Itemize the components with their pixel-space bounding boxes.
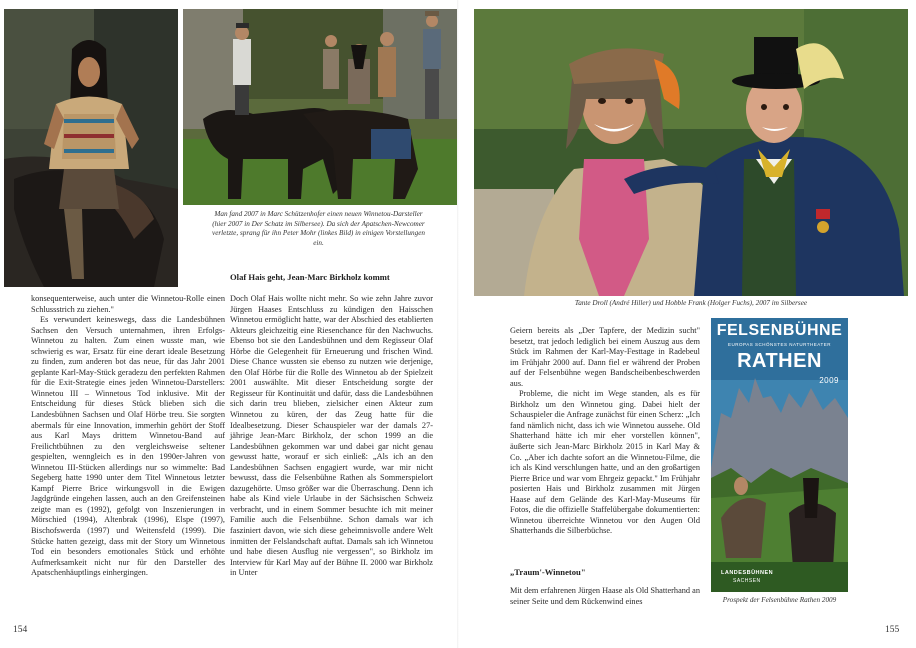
caption-right-photo: Tante Droll (André Hiller) und Hobble Frank (Holger Fuchs), 2007 im Silbersee [574, 299, 808, 307]
right-column-1 [510, 326, 700, 537]
right-col1-paragraph-2: Probleme, die nicht im Wege standen, als es für Birkholz um den Winnetou ging. Dabei hielt der Schauspieler die Anfrage zunächst für einen Scherz: „Ich fand nämlich nicht, dass ich wie Winnetou aussehe. Old Shatterhand hätte ich mir eher vorstellen können", äußerte sich Jean-Marc Birkholz 2015 in Karl May & Co. „Aber ich dachte sofort an die Winnetou-Filme, die ich als Kind verschlungen hatte, und an den großartigen Pierre Brice und war vom Ehrgeiz gepackt." Im Frühjahr posierten Hais und Birkholz zusammen mit Jürgen Haase auf dem Gelände des Karl-May-Museums für Fotos, die die offizielle Staffelübergabe dokumentierten: Winnetou überreichte Winnetou vor den Augen Old Shatterhands die Silberbüchse. [510, 389, 700, 536]
poster-logo-line1: LANDESBÜHNEN [721, 570, 774, 576]
right-column-1-end [510, 586, 700, 607]
left-col2-paragraph-1: Doch Olaf Hais wollte nicht mehr. So wie zehn Jahre zuvor Jürgen Haases Entschluss zu kündigen den Haisschen Winnetou ermöglicht hatte, war der Abschied des etablierten Akteurs gleichzeitig eine Riesenchance für den Nachwuchs. Ebenso bot sie den Landesbühnen und dem Regisseur Olaf Hörbe die Gelegenheit für Erneuerung und frischen Wind. Diese Chance wussten sie ebenso zu nutzen wie derjenige, den Olaf Hörbe für die Rolle des Winnetou ab der Spielzeit 2001 auswählte. Mit dieser Entscheidung sorgte der Regisseur für Kontinuität und dafür, dass die Landesbühnen sich darin treu blieben, zielsicher einen Akteur zum Winnetou zu küren, der das Zeug hatte für die Idealbesetzung. Dieser Schauspieler war der damals 27-jährige Jean-Marc Birkholz, der schon 1999 an die Landesbühnen gekommen war und dabei gar nicht genau gewusst hatte, worauf er sich einließ: „Als ich an den Landesbühnen Sachsen engagiert wurde, war mir nicht bewusst, dass die Felsenbühne Rathen als Sommerspielort dazugehörte. Umso größer war die Überraschung. Denn ich habe als Kind viele Urlaube in der Sächsischen Schweiz verbracht, und in einem Sommer besuchte ich mit meiner Familie auch die Felsenbühne. Schon damals war ich fasziniert davon, wie sich diese geheimnisvolle andere Welt inmitten der Felslandschaft auftat. Damals sah ich Winnetou und habe diesen Ausflug nie vergessen", so Birkholz im Interview für Karl May auf der Bühne II. 2000 war Birkholz in Unter [230, 294, 433, 578]
heading-traum-winnetou: „Traum'-Winnetou" [510, 567, 586, 577]
poster-title-line1: FELSENBÜHNE [716, 322, 843, 339]
poster-felsenbuehne-rathen [711, 318, 848, 592]
right-col1-paragraph-1: Geiern bereits als „Der Tapfere, der Medizin sucht" besetzt, trat jedoch lediglich bei einem Auszug aus dem Stück im Rahmen der Karl-May-Festtage in Radebeul im Frühjahr 2000 auf. Dann fiel er während der Proben auf der Felsenbühne wegen Bandscheibenbeschwerden aus. [510, 326, 700, 388]
heading-olaf-hais: Olaf Hais geht, Jean-Marc Birkholz kommt [230, 272, 390, 282]
caption-poster: Prospekt der Felsenbühne Rathen 2009 [722, 596, 837, 604]
poster-year: 2009 [819, 376, 839, 385]
photo-winnetou-on-horse [4, 9, 178, 287]
photo-droll-and-frank [474, 9, 908, 296]
left-col1-paragraph-1: konsequenterweise, auch unter die Winnetou-Rolle einen Schlussstrich zu ziehen." [31, 294, 225, 314]
right-col1-ending: Mit dem erfahrenen Jürgen Haase als Old Shatterhand an seiner Seite und dem Rückenwind eines [510, 586, 700, 606]
poster-subtitle: EUROPAS SCHÖNSTES NATURTHEATER [728, 342, 831, 347]
left-column-1 [31, 294, 225, 579]
page-number-left: 154 [13, 625, 28, 635]
poster-title-line2: RATHEN [737, 350, 822, 372]
left-column-2 [230, 294, 433, 579]
photo-scene-group [183, 9, 457, 205]
caption-top-middle: Man fand 2007 in Marc Schützenhofer einen neuen Winnetou-Darsteller (hier 2007 in Der Schatz im Silbersee). Da sich der Apatschen-Newcomer verletzte, sprang für ihn Peter Mohr (linkes Bild) in einigen Vorstellungen ein. [212, 210, 425, 247]
left-col1-paragraph-2: Es verwundert keineswegs, dass die Landesbühnen Sachsen den Versuch unternahmen, ihren Erfolgs-Winnetou zu halten. Zum einen wusste man, wie schwierig es war, Ersatz für eine derart ideale Besetzung zu finden, zum anderen bot das neue, für das Jahr 2001 geplante Karl-May-Stück geradezu den perfekten Rahmen für die Exit-Strategie eines jeden Winnetou-Darstellers: Winnetou III – Winnetous Tod inklusive. Mit der Entscheidung für dieses Stück blieben sich die Landesbühnen Sachsen und Olaf Hörbe treu. Sie sorgten abermals für eine Innovation, immerhin gehört der Stoff aus Karl Mays drittem Winnetou-Band auf Freilichtbühnen zu den vergleichsweise seltener gespielten, wenngleich es in den 1990er-Jahren von Winnetou III-Stücken allerdings nur so wimmelte: Bad Segeberg hatte 1990 unter dem Titel Winnetous letzter Kampf Pierre Brice wirkungsvoll in die Ewigen Jagdgründe eingehen lassen, auch an den Greifensteinen zeigte man es (1992), gefolgt von Inszenierungen in Mörschied (1994), Altenbrak (1996), Elspe (1997), Bischofswerda (1997) und Weitensfeld (1999). Die Stücke hatten gezeigt, dass mit der Story um Winnetous Tod ein besonders emotionales Stück und erhöhte Aufmerksamkeit nicht nur für den Darsteller des Apatschenhäuptlings einhergingen. [31, 315, 225, 578]
poster-logo-line2: SACHSEN [733, 578, 761, 584]
book-gutter [457, 0, 459, 648]
page-number-right: 155 [885, 625, 900, 635]
